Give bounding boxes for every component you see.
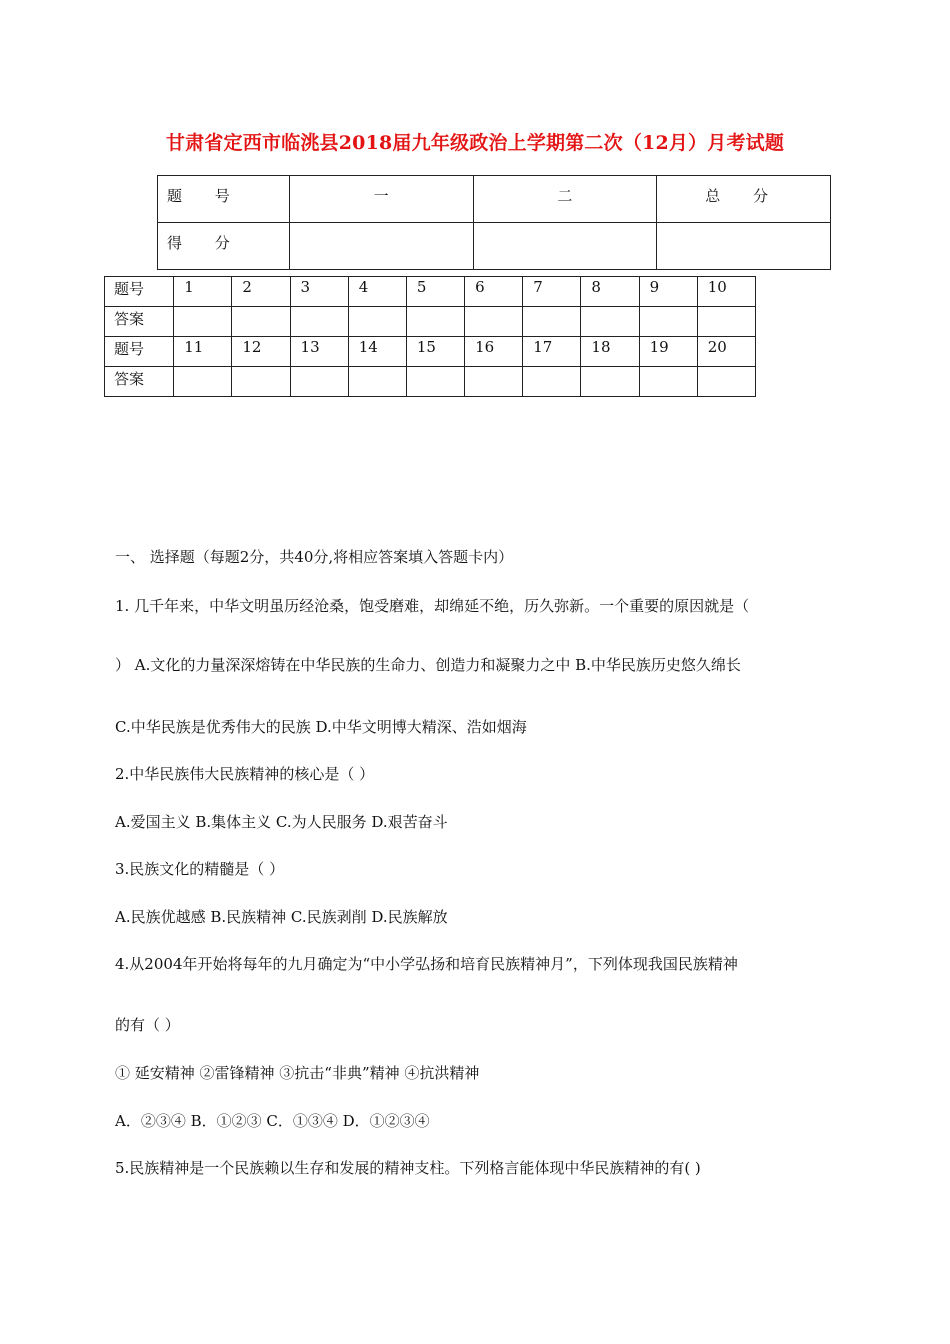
answer-table-number: 8	[581, 277, 639, 307]
question-line: A.爱国主义 B.集体主义 C.为人民服务 D.艰苦奋斗	[115, 813, 448, 831]
question-line: 4.从2004年开始将每年的九月确定为“中小学弘扬和培育民族精神月”，下列体现我国民族精神	[115, 955, 738, 973]
score-table-header-row	[158, 176, 831, 223]
answer-table-number: 18	[581, 337, 639, 367]
answer-table-number: 10	[697, 277, 755, 307]
answer-cell	[232, 307, 290, 337]
answer-table-label-question: 题号	[105, 277, 174, 307]
answer-table-number: 7	[523, 277, 581, 307]
answer-cell	[581, 367, 639, 397]
answer-table-row-numbers	[105, 277, 756, 307]
answer-table-number: 5	[406, 277, 464, 307]
answer-cell	[290, 367, 348, 397]
answer-table-number: 20	[697, 337, 755, 367]
page-title: 甘肃省定西市临洮县2018届九年级政治上学期第二次（12月）月考试题	[165, 132, 785, 154]
score-cell-label: 题 号	[158, 176, 290, 223]
answer-sheet-table	[104, 276, 756, 397]
answer-cell	[290, 307, 348, 337]
answer-table-number: 11	[174, 337, 232, 367]
answer-table-label-question: 题号	[105, 337, 174, 367]
score-cell-part-two: 二	[473, 176, 657, 223]
answer-cell	[174, 307, 232, 337]
section-heading: 一、 选择题（每题2分，共40分,将相应答案填入答题卡内）	[115, 548, 514, 566]
answer-cell	[348, 367, 406, 397]
answer-cell	[523, 367, 581, 397]
answer-cell	[697, 367, 755, 397]
answer-cell	[465, 307, 523, 337]
score-cell-label: 得 分	[158, 223, 290, 270]
question-line: A．②③④ B．①②③ C．①③④ D．①②③④	[115, 1112, 430, 1130]
answer-table-label-answer: 答案	[105, 307, 174, 337]
answer-table-number: 9	[639, 277, 697, 307]
answer-table-number: 15	[406, 337, 464, 367]
question-line: ） A.文化的力量深深熔铸在中华民族的生命力、创造力和凝聚力之中 B.中华民族历史悠久绵长	[115, 656, 741, 674]
answer-table-number: 16	[465, 337, 523, 367]
score-table	[157, 175, 831, 270]
answer-table-row-answers	[105, 367, 756, 397]
answer-cell	[174, 367, 232, 397]
answer-cell	[523, 307, 581, 337]
answer-table-number: 19	[639, 337, 697, 367]
question-line: 5.民族精神是一个民族赖以生存和发展的精神支柱。下列格言能体现中华民族精神的有( )	[115, 1159, 701, 1177]
answer-table-number: 13	[290, 337, 348, 367]
question-line: 1. 几千年来，中华文明虽历经沧桑，饱受磨难，却绵延不绝，历久弥新。一个重要的原因就是（	[115, 597, 750, 615]
question-line: 的有（ ）	[115, 1016, 180, 1034]
answer-table-number: 2	[232, 277, 290, 307]
answer-cell	[697, 307, 755, 337]
answer-cell	[406, 367, 464, 397]
question-line: 3.民族文化的精髓是（ ）	[115, 860, 285, 878]
answer-cell	[232, 367, 290, 397]
answer-cell	[348, 307, 406, 337]
score-cell-part-one: 一	[289, 176, 473, 223]
answer-table-row-answers	[105, 307, 756, 337]
answer-table-row-numbers	[105, 337, 756, 367]
question-line: C.中华民族是优秀伟大的民族 D.中华文明博大精深、浩如烟海	[115, 718, 527, 736]
question-line: 2.中华民族伟大民族精神的核心是（ ）	[115, 765, 375, 783]
score-cell-total-value	[657, 223, 831, 270]
answer-table-number: 1	[174, 277, 232, 307]
answer-table-number: 6	[465, 277, 523, 307]
answer-cell	[581, 307, 639, 337]
score-cell-part-two-value	[473, 223, 657, 270]
answer-table-number: 12	[232, 337, 290, 367]
answer-table-label-answer: 答案	[105, 367, 174, 397]
answer-cell	[406, 307, 464, 337]
answer-table-number: 3	[290, 277, 348, 307]
answer-cell	[639, 307, 697, 337]
answer-table-number: 4	[348, 277, 406, 307]
answer-cell	[465, 367, 523, 397]
answer-table-number: 17	[523, 337, 581, 367]
score-cell-part-one-value	[289, 223, 473, 270]
score-cell-total: 总 分	[657, 176, 831, 223]
question-line: ① 延安精神 ②雷锋精神 ③抗击“非典”精神 ④抗洪精神	[115, 1064, 480, 1082]
answer-table-number: 14	[348, 337, 406, 367]
score-table-score-row	[158, 223, 831, 270]
question-line: A.民族优越感 B.民族精神 C.民族剥削 D.民族解放	[115, 908, 448, 926]
answer-cell	[639, 367, 697, 397]
